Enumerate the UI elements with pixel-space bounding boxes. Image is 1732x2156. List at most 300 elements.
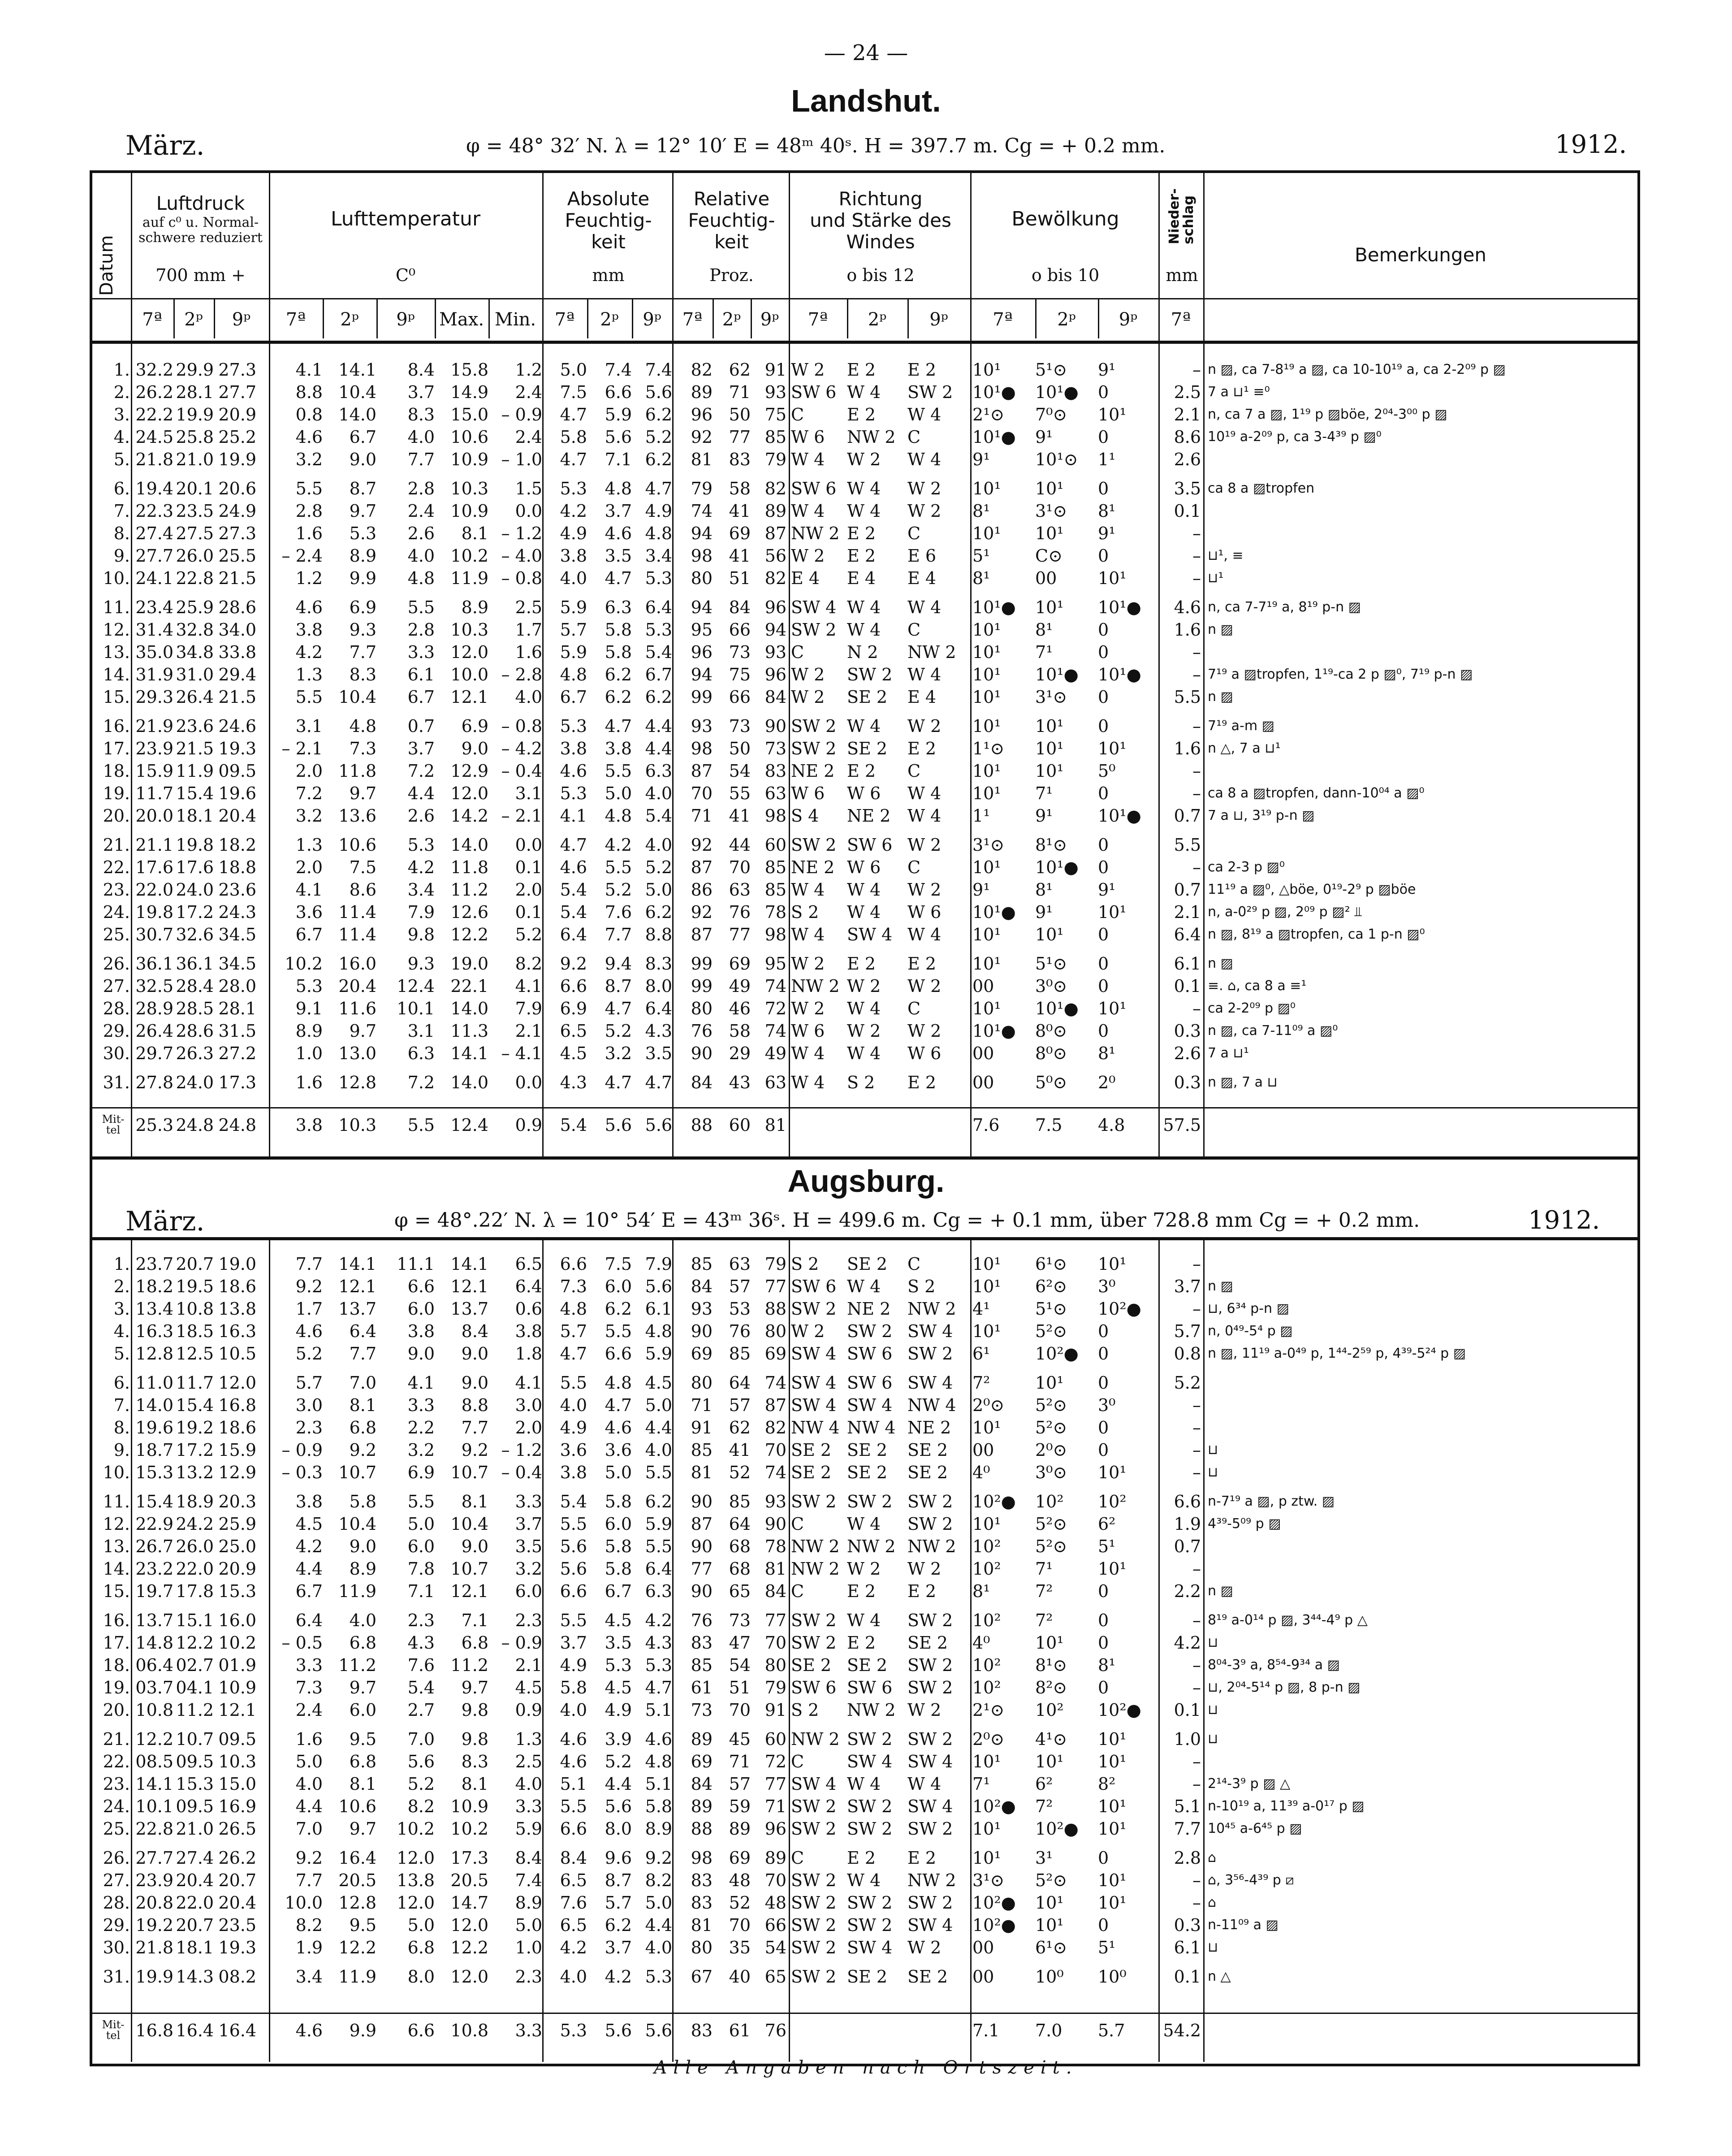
table-row bbox=[0, 663, 1732, 686]
column-divider bbox=[1203, 173, 1205, 1159]
mean-precip: 57.5 bbox=[1163, 1115, 1201, 1135]
cell-temp-min: 0.1 bbox=[515, 902, 542, 922]
cell-rel-7a: 85 bbox=[691, 1655, 713, 1675]
cell-datum: 4. bbox=[113, 1321, 130, 1341]
cell-precip: – bbox=[1192, 761, 1201, 781]
cell-cloud-9p: 10¹ bbox=[1098, 999, 1127, 1018]
cell-remarks: n ▨, ca 7-11⁰⁹ a ▨⁰ bbox=[1208, 1023, 1338, 1039]
cell-cloud-9p: 10¹ bbox=[1098, 1797, 1127, 1816]
cell-luftdruck-2p: 12.2 bbox=[176, 1633, 214, 1653]
cell-cloud-9p: 1¹ bbox=[1098, 450, 1116, 469]
cell-cloud-2p: 9¹ bbox=[1035, 902, 1053, 922]
mean-luftdruck-2p: 24.8 bbox=[176, 1115, 214, 1135]
cell-rel-2p: 66 bbox=[729, 687, 751, 707]
cell-datum: 6. bbox=[113, 479, 130, 498]
cell-wind-9p: SE 2 bbox=[907, 1967, 948, 1987]
cell-abs-7a: 3.7 bbox=[560, 1633, 587, 1653]
cell-luftdruck-9p: 24.3 bbox=[218, 902, 256, 922]
cell-temp-9p: 5.0 bbox=[407, 1915, 435, 1935]
cell-wind-7a: SW 2 bbox=[791, 716, 837, 736]
cell-abs-9p: 5.6 bbox=[645, 382, 672, 402]
cell-temp-2p: 11.4 bbox=[338, 925, 376, 944]
cell-temp-9p: 3.3 bbox=[407, 1395, 435, 1415]
cell-temp-max: 20.5 bbox=[450, 1870, 488, 1890]
cell-cloud-9p: 5¹ bbox=[1098, 1537, 1116, 1556]
cell-temp-2p: 11.8 bbox=[338, 761, 376, 781]
cell-rel-2p: 35 bbox=[729, 1938, 751, 1957]
cell-luftdruck-2p: 15.1 bbox=[176, 1611, 214, 1630]
cell-wind-2p: SE 2 bbox=[847, 739, 888, 758]
cell-cloud-9p: 10²● bbox=[1098, 1299, 1141, 1319]
cell-temp-max: 8.9 bbox=[461, 597, 488, 617]
cell-luftdruck-2p: 13.2 bbox=[176, 1463, 214, 1482]
cell-cloud-2p: 5²⊙ bbox=[1035, 1537, 1067, 1556]
table-row bbox=[0, 1936, 1732, 1959]
cell-temp-min: 3.0 bbox=[515, 1395, 542, 1415]
cell-temp-7a: 3.4 bbox=[295, 1967, 323, 1987]
cell-temp-max: 9.2 bbox=[461, 1440, 488, 1460]
cell-remarks: n-11⁰⁹ a ▨ bbox=[1208, 1917, 1278, 1933]
coords-landshut: φ = 48° 32′ N. λ = 12° 10′ E = 48ᵐ 40ˢ. H = 397.7 m. Cg = + 0.2 mm. bbox=[466, 134, 1166, 157]
cell-temp-max: 12.0 bbox=[450, 1915, 488, 1935]
cell-cloud-9p: 0 bbox=[1098, 620, 1109, 640]
header-subtime: 7ª bbox=[142, 309, 162, 330]
table-row bbox=[0, 448, 1732, 471]
cell-temp-max: 19.0 bbox=[450, 954, 488, 974]
cell-temp-9p: 2.6 bbox=[407, 524, 435, 543]
header-subtime: 7ª bbox=[682, 309, 703, 330]
cell-temp-min: 1.7 bbox=[515, 620, 542, 640]
cell-precip: 2.6 bbox=[1174, 1043, 1201, 1063]
cell-temp-9p: 13.8 bbox=[397, 1870, 435, 1890]
cell-rel-9p: 69 bbox=[764, 1344, 786, 1364]
cell-abs-2p: 5.8 bbox=[605, 1559, 632, 1579]
cell-luftdruck-9p: 20.4 bbox=[218, 1893, 256, 1913]
cell-abs-7a: 5.9 bbox=[560, 642, 587, 662]
cell-cloud-2p: 10² bbox=[1035, 1700, 1064, 1720]
cell-cloud-9p: 5¹ bbox=[1098, 1938, 1116, 1957]
cell-precip: – bbox=[1192, 716, 1201, 736]
cell-wind-7a: C bbox=[791, 1514, 804, 1534]
cell-wind-7a: W 4 bbox=[791, 1073, 825, 1092]
cell-rel-2p: 41 bbox=[729, 546, 751, 566]
cell-cloud-2p: 10¹ bbox=[1035, 739, 1064, 758]
cell-cloud-7a: 10¹ bbox=[972, 716, 1001, 736]
cell-abs-9p: 5.3 bbox=[645, 1655, 672, 1675]
cell-abs-2p: 9.6 bbox=[605, 1848, 632, 1868]
cell-wind-9p: E 2 bbox=[907, 954, 936, 974]
cell-temp-min: – 2.8 bbox=[501, 665, 542, 684]
cell-temp-max: 9.0 bbox=[461, 739, 488, 758]
cell-abs-7a: 5.6 bbox=[560, 1559, 587, 1579]
cell-temp-2p: 6.9 bbox=[349, 597, 376, 617]
cell-precip: – bbox=[1192, 524, 1201, 543]
cell-rel-9p: 85 bbox=[764, 880, 786, 900]
table-row bbox=[0, 1632, 1732, 1654]
cell-rel-7a: 98 bbox=[691, 739, 713, 758]
cell-datum: 22. bbox=[103, 1752, 130, 1771]
cell-rel-7a: 80 bbox=[691, 1373, 713, 1393]
cell-temp-9p: 2.2 bbox=[407, 1418, 435, 1437]
cell-wind-9p: W 2 bbox=[907, 976, 942, 996]
cell-rel-7a: 94 bbox=[691, 665, 713, 684]
header-subtime: 9ᵖ bbox=[643, 309, 661, 330]
cell-luftdruck-9p: 28.1 bbox=[218, 999, 256, 1018]
cell-datum: 12. bbox=[103, 620, 130, 640]
cell-rel-9p: 74 bbox=[764, 1373, 786, 1393]
cell-cloud-7a: 10² bbox=[972, 1611, 1001, 1630]
cell-cloud-9p: 0 bbox=[1098, 427, 1109, 447]
cell-rel-9p: 89 bbox=[764, 1848, 786, 1868]
cell-datum: 26. bbox=[103, 1848, 130, 1868]
header-subtime: 2ᵖ bbox=[184, 309, 203, 330]
cell-precip: 6.1 bbox=[1174, 954, 1201, 974]
cell-rel-9p: 78 bbox=[764, 902, 786, 922]
cell-temp-2p: 16.0 bbox=[338, 954, 376, 974]
cell-cloud-7a: 10¹● bbox=[972, 1021, 1016, 1041]
header-subtime: 7ª bbox=[1171, 309, 1191, 330]
cell-wind-2p: W 4 bbox=[847, 1870, 881, 1890]
cell-wind-7a: NE 2 bbox=[791, 857, 835, 877]
cell-abs-2p: 6.2 bbox=[605, 1915, 632, 1935]
cell-temp-2p: 8.6 bbox=[349, 880, 376, 900]
cell-temp-7a: 8.2 bbox=[295, 1915, 323, 1935]
cell-rel-7a: 90 bbox=[691, 1537, 713, 1556]
cell-rel-7a: 84 bbox=[691, 1073, 713, 1092]
cell-wind-2p: NW 4 bbox=[847, 1418, 896, 1437]
cell-temp-max: 10.2 bbox=[450, 1819, 488, 1839]
cell-temp-7a: 1.2 bbox=[295, 568, 323, 588]
cell-luftdruck-7a: 13.4 bbox=[135, 1299, 173, 1319]
cell-rel-2p: 52 bbox=[729, 1893, 751, 1913]
cell-wind-2p: SW 2 bbox=[847, 1893, 893, 1913]
table-row bbox=[0, 1513, 1732, 1535]
cell-temp-max: 12.1 bbox=[450, 687, 488, 707]
cell-temp-2p: 8.7 bbox=[349, 479, 376, 498]
column-divider bbox=[672, 173, 674, 1159]
cell-luftdruck-9p: 20.9 bbox=[218, 405, 256, 424]
cell-abs-2p: 6.7 bbox=[605, 1581, 632, 1601]
subcolumn-divider bbox=[713, 298, 714, 338]
cell-temp-2p: 20.5 bbox=[338, 1870, 376, 1890]
cell-cloud-7a: 10¹ bbox=[972, 642, 1001, 662]
cell-cloud-2p: 7² bbox=[1035, 1581, 1053, 1601]
cell-temp-7a: 5.5 bbox=[295, 479, 323, 498]
cell-wind-2p: W 4 bbox=[847, 1514, 881, 1534]
table-row bbox=[0, 1275, 1732, 1298]
cell-abs-9p: 4.6 bbox=[645, 1729, 672, 1749]
header-wind-2: und Stärke des bbox=[810, 209, 951, 231]
cell-temp-9p: 11.1 bbox=[397, 1254, 435, 1274]
cell-cloud-7a: 10¹ bbox=[972, 1277, 1001, 1296]
cell-temp-min: 2.5 bbox=[515, 1752, 542, 1771]
cell-abs-9p: 8.0 bbox=[645, 976, 672, 996]
cell-wind-9p: SW 4 bbox=[907, 1752, 953, 1771]
mean-cloud-7a: 7.1 bbox=[972, 2021, 1000, 2040]
cell-temp-max: 6.9 bbox=[461, 716, 488, 736]
cell-precip: – bbox=[1192, 1254, 1201, 1274]
mean-temp-min: 0.9 bbox=[515, 1115, 542, 1135]
cell-cloud-9p: 3⁰ bbox=[1098, 1395, 1116, 1415]
cell-temp-min: 2.0 bbox=[515, 1418, 542, 1437]
cell-temp-max: 14.2 bbox=[450, 806, 488, 826]
cell-datum: 8. bbox=[113, 1418, 130, 1437]
header-subtime: 2ᵖ bbox=[868, 309, 887, 330]
cell-temp-7a: 1.6 bbox=[295, 1729, 323, 1749]
cell-luftdruck-2p: 17.6 bbox=[176, 857, 214, 877]
cell-temp-max: 15.0 bbox=[450, 405, 488, 424]
cell-datum: 17. bbox=[103, 739, 130, 758]
cell-temp-7a: 2.3 bbox=[295, 1418, 323, 1437]
cell-cloud-2p: 5¹⊙ bbox=[1035, 360, 1067, 380]
cell-wind-7a: SW 4 bbox=[791, 1344, 837, 1364]
cell-wind-7a: C bbox=[791, 405, 804, 424]
cell-cloud-7a: 5¹ bbox=[972, 546, 990, 566]
cell-rel-7a: 61 bbox=[691, 1678, 713, 1697]
cell-wind-9p: NW 2 bbox=[907, 1299, 956, 1319]
cell-temp-9p: 7.2 bbox=[407, 761, 435, 781]
cell-rel-9p: 77 bbox=[764, 1774, 786, 1794]
cell-precip: – bbox=[1192, 1418, 1201, 1437]
cell-temp-9p: 10.2 bbox=[397, 1819, 435, 1839]
cell-temp-7a: 10.2 bbox=[285, 954, 323, 974]
cell-rel-9p: 71 bbox=[764, 1797, 786, 1816]
cell-abs-7a: 7.6 bbox=[560, 1893, 587, 1913]
cell-datum: 22. bbox=[103, 857, 130, 877]
cell-rel-7a: 91 bbox=[691, 1418, 713, 1437]
cell-datum: 18. bbox=[103, 761, 130, 781]
cell-luftdruck-7a: 23.4 bbox=[135, 597, 173, 617]
cell-precip: – bbox=[1192, 1299, 1201, 1319]
cell-cloud-7a: 4¹ bbox=[972, 1299, 990, 1319]
cell-wind-7a: C bbox=[791, 1848, 804, 1868]
cell-wind-2p: S 2 bbox=[847, 1073, 875, 1092]
cell-wind-2p: SW 4 bbox=[847, 1938, 893, 1957]
cell-datum: 13. bbox=[103, 642, 130, 662]
cell-cloud-9p: 0 bbox=[1098, 925, 1109, 944]
cell-temp-9p: 7.2 bbox=[407, 1073, 435, 1092]
cell-temp-max: 15.8 bbox=[450, 360, 488, 380]
cell-luftdruck-7a: 26.7 bbox=[135, 1537, 173, 1556]
cell-datum: 19. bbox=[103, 784, 130, 803]
cell-abs-9p: 5.9 bbox=[645, 1344, 672, 1364]
cell-remarks: 10¹⁹ a-2⁰⁹ p, ca 3-4³⁹ p ▨⁰ bbox=[1208, 429, 1382, 445]
cell-temp-2p: 5.8 bbox=[349, 1492, 376, 1511]
cell-temp-2p: 8.1 bbox=[349, 1395, 376, 1415]
cell-temp-max: 14.0 bbox=[450, 835, 488, 855]
cell-temp-9p: 2.3 bbox=[407, 1611, 435, 1630]
cell-precip: 6.6 bbox=[1174, 1492, 1201, 1511]
cell-wind-2p: W 4 bbox=[847, 1774, 881, 1794]
cell-cloud-2p: 10⁰ bbox=[1035, 1967, 1064, 1987]
cell-abs-9p: 4.3 bbox=[645, 1633, 672, 1653]
cell-rel-7a: 73 bbox=[691, 1700, 713, 1720]
cell-wind-9p: SW 2 bbox=[907, 1893, 953, 1913]
cell-wind-2p: E 2 bbox=[847, 1848, 876, 1868]
cell-temp-7a: 5.2 bbox=[295, 1344, 323, 1364]
cell-rel-2p: 69 bbox=[729, 954, 751, 974]
cell-abs-9p: 4.7 bbox=[645, 1073, 672, 1092]
cell-temp-2p: 9.0 bbox=[349, 450, 376, 469]
cell-wind-7a: SW 2 bbox=[791, 1299, 837, 1319]
cell-abs-9p: 4.8 bbox=[645, 1752, 672, 1771]
cell-cloud-2p: 7¹ bbox=[1035, 1559, 1053, 1579]
cell-cloud-7a: 10¹ bbox=[972, 784, 1001, 803]
cell-rel-7a: 90 bbox=[691, 1492, 713, 1511]
cell-temp-9p: 9.8 bbox=[407, 925, 435, 944]
cell-luftdruck-2p: 28.4 bbox=[176, 976, 214, 996]
table-row bbox=[0, 1869, 1732, 1892]
cell-cloud-2p: 10¹ bbox=[1035, 925, 1064, 944]
cell-wind-7a: SW 6 bbox=[791, 382, 837, 402]
cell-remarks: ca 8 a ▨tropfen, dann-10⁰⁴ a ▨⁰ bbox=[1208, 785, 1425, 801]
cell-temp-7a: 3.1 bbox=[295, 716, 323, 736]
cell-cloud-9p: 0 bbox=[1098, 1418, 1109, 1437]
cell-precip: – bbox=[1192, 1678, 1201, 1697]
cell-cloud-2p: 8¹⊙ bbox=[1035, 835, 1067, 855]
cell-abs-7a: 4.0 bbox=[560, 568, 587, 588]
cell-luftdruck-7a: 27.8 bbox=[135, 1073, 173, 1092]
cell-precip: – bbox=[1192, 1893, 1201, 1913]
cell-temp-2p: 8.9 bbox=[349, 546, 376, 566]
cell-luftdruck-7a: 21.8 bbox=[135, 450, 173, 469]
cell-abs-9p: 8.8 bbox=[645, 925, 672, 944]
cell-rel-7a: 95 bbox=[691, 620, 713, 640]
cell-precip: 2.2 bbox=[1174, 1581, 1201, 1601]
cell-abs-2p: 3.5 bbox=[605, 546, 632, 566]
cell-rel-7a: 87 bbox=[691, 761, 713, 781]
cell-luftdruck-7a: 21.1 bbox=[135, 835, 173, 855]
cell-temp-min: 0.6 bbox=[515, 1299, 542, 1319]
cell-luftdruck-2p: 21.0 bbox=[176, 450, 214, 469]
cell-wind-9p: C bbox=[907, 427, 921, 447]
cell-cloud-2p: 5²⊙ bbox=[1035, 1514, 1067, 1534]
cell-wind-9p: W 4 bbox=[907, 405, 942, 424]
cell-abs-7a: 7.3 bbox=[560, 1277, 587, 1296]
cell-cloud-7a: 10¹ bbox=[972, 1752, 1001, 1771]
cell-wind-2p: W 4 bbox=[847, 479, 881, 498]
cell-temp-max: 7.1 bbox=[461, 1611, 488, 1630]
cell-cloud-2p: 3¹⊙ bbox=[1035, 501, 1067, 521]
cell-rel-9p: 84 bbox=[764, 1581, 786, 1601]
cell-wind-9p: W 6 bbox=[907, 902, 942, 922]
cell-abs-2p: 3.5 bbox=[605, 1633, 632, 1653]
cell-luftdruck-7a: 22.9 bbox=[135, 1514, 173, 1534]
cell-temp-7a: 4.6 bbox=[295, 427, 323, 447]
cell-precip: 6.4 bbox=[1174, 925, 1201, 944]
cell-wind-2p: E 2 bbox=[847, 524, 876, 543]
table-row bbox=[0, 522, 1732, 545]
cell-abs-9p: 5.4 bbox=[645, 806, 672, 826]
cell-remarks: n, 0⁴⁹-5⁴ p ▨ bbox=[1208, 1323, 1293, 1339]
mean-abs-7a: 5.4 bbox=[560, 1115, 587, 1135]
cell-rel-2p: 64 bbox=[729, 1514, 751, 1534]
cell-cloud-9p: 8¹ bbox=[1098, 1043, 1116, 1063]
cell-rel-2p: 46 bbox=[729, 999, 751, 1018]
cell-temp-min: – 0.8 bbox=[501, 716, 542, 736]
cell-rel-7a: 98 bbox=[691, 546, 713, 566]
cell-wind-2p: E 2 bbox=[847, 360, 876, 380]
cell-rel-2p: 40 bbox=[729, 1967, 751, 1987]
cell-precip: 6.1 bbox=[1174, 1938, 1201, 1957]
cell-remarks: ca 8 a ▨tropfen bbox=[1208, 481, 1315, 496]
cell-abs-7a: 4.6 bbox=[560, 1729, 587, 1749]
cell-luftdruck-7a: 31.9 bbox=[135, 665, 173, 684]
cell-wind-9p: SW 4 bbox=[907, 1797, 953, 1816]
cell-cloud-2p: 8¹ bbox=[1035, 880, 1053, 900]
cell-luftdruck-7a: 22.8 bbox=[135, 1819, 173, 1839]
cell-precip: 5.2 bbox=[1174, 1373, 1201, 1393]
column-divider bbox=[131, 1237, 132, 2062]
cell-cloud-2p: 6² bbox=[1035, 1774, 1053, 1794]
page-number: — 24 — bbox=[824, 40, 908, 65]
cell-cloud-9p: 0 bbox=[1098, 1678, 1109, 1697]
cell-cloud-9p: 0 bbox=[1098, 976, 1109, 996]
column-divider bbox=[1203, 1237, 1205, 2062]
cell-wind-9p: E 6 bbox=[907, 546, 936, 566]
cell-rel-9p: 96 bbox=[764, 665, 786, 684]
cell-cloud-7a: 10²● bbox=[972, 1797, 1016, 1816]
cell-luftdruck-2p: 23.5 bbox=[176, 501, 214, 521]
cell-datum: 2. bbox=[113, 1277, 130, 1296]
cell-cloud-7a: 10¹● bbox=[972, 427, 1016, 447]
cell-cloud-9p: 0 bbox=[1098, 1581, 1109, 1601]
cell-wind-7a: SW 2 bbox=[791, 1915, 837, 1935]
cell-luftdruck-2p: 19.8 bbox=[176, 835, 214, 855]
cell-cloud-2p: 5¹⊙ bbox=[1035, 1299, 1067, 1319]
cell-wind-2p: SE 2 bbox=[847, 1440, 888, 1460]
cell-luftdruck-9p: 25.2 bbox=[218, 427, 256, 447]
cell-wind-2p: W 4 bbox=[847, 501, 881, 521]
cell-temp-9p: 6.6 bbox=[407, 1277, 435, 1296]
cell-temp-max: 14.7 bbox=[450, 1893, 488, 1913]
cell-wind-9p: SW 2 bbox=[907, 1344, 953, 1364]
cell-wind-2p: SW 6 bbox=[847, 1678, 893, 1697]
cell-luftdruck-9p: 08.2 bbox=[218, 1967, 256, 1987]
table-row bbox=[0, 1439, 1732, 1461]
cell-wind-7a: W 2 bbox=[791, 1321, 825, 1341]
mean-abs-2p: 5.6 bbox=[605, 2021, 632, 2040]
cell-abs-2p: 3.7 bbox=[605, 1938, 632, 1957]
cell-temp-min: 2.1 bbox=[515, 1021, 542, 1041]
mean-rel-9p: 76 bbox=[764, 2021, 786, 2040]
cell-wind-2p: SW 4 bbox=[847, 1395, 893, 1415]
mean-datum: Mit- tel bbox=[102, 1113, 125, 1136]
cell-cloud-9p: 0 bbox=[1098, 1373, 1109, 1393]
header-subtime: 2ᵖ bbox=[722, 309, 741, 330]
table-row bbox=[0, 567, 1732, 589]
cell-cloud-9p: 10¹ bbox=[1098, 1893, 1127, 1913]
cell-luftdruck-2p: 27.5 bbox=[176, 524, 214, 543]
table-row bbox=[0, 1966, 1732, 1988]
cell-abs-7a: 4.9 bbox=[560, 1418, 587, 1437]
cell-temp-min: 5.9 bbox=[515, 1819, 542, 1839]
cell-rel-7a: 85 bbox=[691, 1254, 713, 1274]
cell-abs-2p: 6.2 bbox=[605, 665, 632, 684]
cell-luftdruck-7a: 22.2 bbox=[135, 405, 173, 424]
cell-temp-7a: – 2.1 bbox=[281, 739, 323, 758]
cell-datum: 11. bbox=[103, 597, 130, 617]
cell-abs-9p: 4.5 bbox=[645, 1373, 672, 1393]
cell-luftdruck-9p: 16.9 bbox=[218, 1797, 256, 1816]
cell-abs-7a: 3.6 bbox=[560, 1440, 587, 1460]
table-row bbox=[0, 1298, 1732, 1320]
mean-precip: 54.2 bbox=[1163, 2021, 1201, 2040]
cell-abs-2p: 7.4 bbox=[605, 360, 632, 380]
cell-temp-min: – 2.1 bbox=[501, 806, 542, 826]
cell-luftdruck-7a: 20.8 bbox=[135, 1893, 173, 1913]
cell-cloud-2p: 5²⊙ bbox=[1035, 1418, 1067, 1437]
